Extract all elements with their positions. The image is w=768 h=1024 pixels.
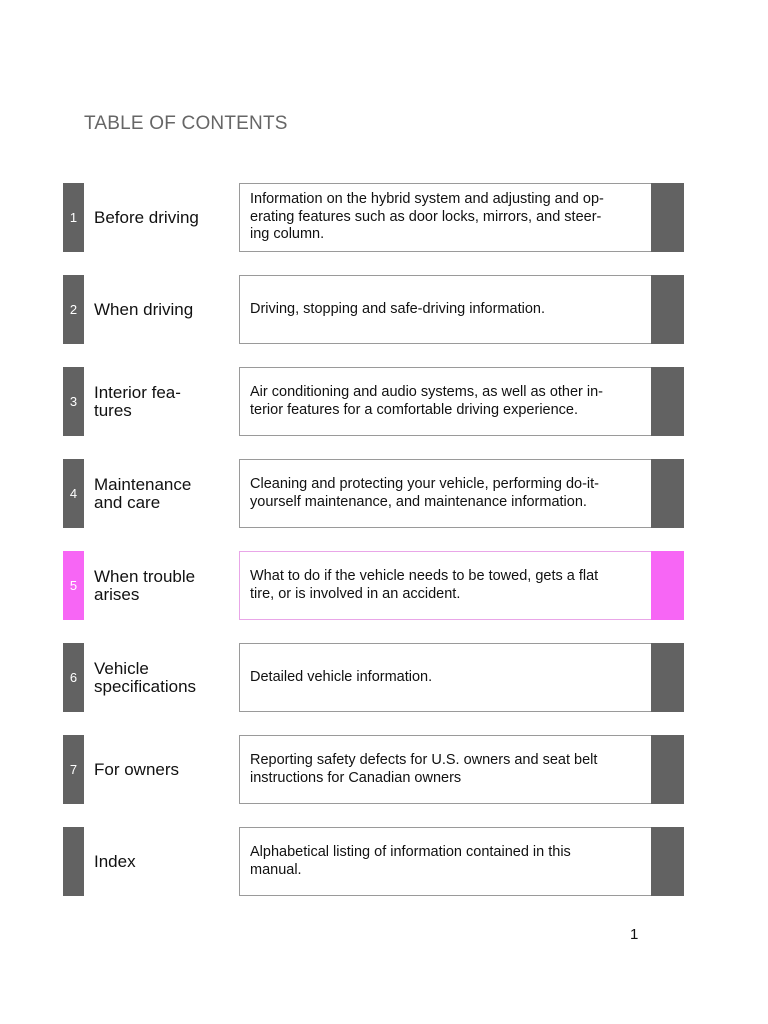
chapter-description: Driving, stopping and safe-driving information.	[250, 300, 545, 317]
chapter-edge-tab	[651, 643, 684, 712]
chapter-description-box	[239, 827, 668, 896]
chapter-description: Reporting safety defects for U.S. owners and seat belt instructions for Canadian owners	[250, 752, 598, 786]
chapter-description: Detailed vehicle information.	[250, 668, 433, 685]
chapter-title	[94, 275, 234, 344]
chapter-number-tab: 7	[63, 735, 84, 804]
chapter-number-tab: 4	[63, 459, 84, 528]
chapter-description: Information on the hybrid system and adjusting and op- erating features such as door locks, mirrors, and steer- ing column.	[250, 191, 604, 243]
chapter-description: Alphabetical listing of information contained in this manual.	[250, 844, 571, 878]
chapter-title-text: Before driving	[94, 207, 199, 227]
toc-row-maintenance-and-care[interactable]	[63, 459, 684, 528]
chapter-title-text: Interior fea- tures	[94, 382, 181, 420]
toc-row-for-owners[interactable]	[63, 735, 684, 804]
chapter-title-text: Vehicle specifications	[94, 658, 197, 696]
toc-row-vehicle-specifications[interactable]	[63, 643, 684, 712]
chapter-title-text: Maintenance and care	[94, 474, 192, 512]
chapter-title	[94, 551, 234, 620]
chapter-description-box	[239, 735, 668, 804]
chapter-description-box	[239, 643, 668, 712]
chapter-edge-tab	[651, 275, 684, 344]
chapter-description: Cleaning and protecting your vehicle, performing do-it- yourself maintenance, and maintenance information.	[250, 476, 599, 510]
toc-row-before-driving[interactable]	[63, 183, 684, 252]
chapter-title-text: For owners	[94, 759, 180, 779]
toc-list	[63, 183, 684, 919]
chapter-title	[94, 183, 234, 252]
toc-row-when-trouble-arises[interactable]	[63, 551, 684, 620]
chapter-number-tab: 3	[63, 367, 84, 436]
toc-row-interior-features[interactable]	[63, 367, 684, 436]
chapter-description-box	[239, 183, 668, 252]
chapter-number-tab: 6	[63, 643, 84, 712]
chapter-edge-tab	[651, 367, 684, 436]
chapter-edge-tab	[651, 827, 684, 896]
chapter-title	[94, 827, 234, 896]
chapter-number-tab	[63, 827, 84, 896]
toc-row-index[interactable]	[63, 827, 684, 896]
chapter-edge-tab	[651, 459, 684, 528]
chapter-edge-tab	[651, 183, 684, 252]
chapter-title-text: Index	[94, 851, 136, 871]
chapter-description-box	[239, 551, 668, 620]
chapter-number-tab: 5	[63, 551, 84, 620]
chapter-description: What to do if the vehicle needs to be towed, gets a flat tire, or is involved in an accident.	[250, 568, 599, 602]
chapter-edge-tab	[651, 735, 684, 804]
chapter-title	[94, 459, 234, 528]
chapter-title	[94, 367, 234, 436]
chapter-description-box	[239, 367, 668, 436]
chapter-title	[94, 643, 234, 712]
page-title: TABLE OF CONTENTS	[84, 113, 288, 134]
page-number: 1	[630, 926, 639, 943]
toc-row-when-driving[interactable]	[63, 275, 684, 344]
chapter-description: Air conditioning and audio systems, as well as other in- terior features for a comfortable driving experience.	[250, 384, 604, 418]
chapter-description-box	[239, 275, 668, 344]
chapter-description-box	[239, 459, 668, 528]
chapter-title-text: When driving	[94, 299, 194, 319]
chapter-title-text: When trouble arises	[94, 566, 196, 604]
chapter-edge-tab	[651, 551, 684, 620]
chapter-number-tab: 2	[63, 275, 84, 344]
chapter-title	[94, 735, 234, 804]
chapter-number-tab: 1	[63, 183, 84, 252]
